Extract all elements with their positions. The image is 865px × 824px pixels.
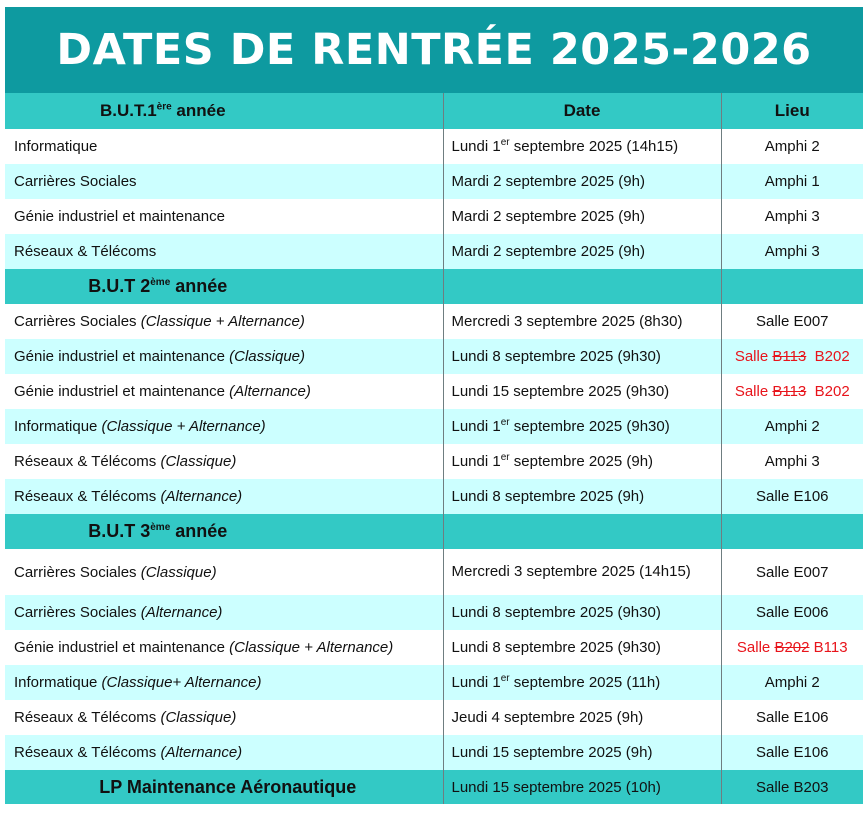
program-name: Génie industriel et maintenance (Alternance) bbox=[5, 374, 443, 409]
program-name: Réseaux & Télécoms (Alternance) bbox=[5, 735, 443, 770]
schedule-table bbox=[5, 93, 863, 804]
table-row bbox=[5, 479, 863, 514]
table-row bbox=[5, 595, 863, 630]
section-title-but2: B.U.T 2ème année bbox=[5, 269, 443, 304]
section-header bbox=[5, 514, 863, 549]
table-row bbox=[5, 665, 863, 700]
table-row bbox=[5, 630, 863, 665]
date-cell: Mardi 2 septembre 2025 (9h) bbox=[443, 164, 721, 199]
date-cell: Lundi 1er septembre 2025 (9h) bbox=[443, 444, 721, 479]
location-cell: Salle B203 bbox=[721, 770, 863, 804]
date-cell: Mercredi 3 septembre 2025 (14h15) bbox=[443, 549, 721, 595]
section-title-but3: B.U.T 3ème année bbox=[5, 514, 443, 549]
date-cell: Lundi 8 septembre 2025 (9h) bbox=[443, 479, 721, 514]
location-cell: Salle B202 B113 bbox=[721, 630, 863, 665]
program-name: Génie industriel et maintenance (Classique) bbox=[5, 339, 443, 374]
table-row bbox=[5, 735, 863, 770]
section-title-but1: B.U.T.1ère année bbox=[5, 93, 443, 129]
location-cell: Salle E106 bbox=[721, 735, 863, 770]
date-cell: Lundi 1er septembre 2025 (9h30) bbox=[443, 409, 721, 444]
location-cell: Salle E106 bbox=[721, 479, 863, 514]
schedule-document bbox=[5, 7, 863, 804]
program-name: Informatique (Classique + Alternance) bbox=[5, 409, 443, 444]
program-name: Réseaux & Télécoms (Classique) bbox=[5, 444, 443, 479]
program-name: Génie industriel et maintenance bbox=[5, 199, 443, 234]
table-row bbox=[5, 339, 863, 374]
location-cell: Amphi 3 bbox=[721, 199, 863, 234]
program-name: Carrières Sociales (Classique + Alternance) bbox=[5, 304, 443, 339]
table-row bbox=[5, 129, 863, 164]
program-name-lp: LP Maintenance Aéronautique bbox=[5, 770, 443, 804]
location-cell: Amphi 1 bbox=[721, 164, 863, 199]
date-cell: Lundi 8 septembre 2025 (9h30) bbox=[443, 595, 721, 630]
date-cell: Lundi 15 septembre 2025 (10h) bbox=[443, 770, 721, 804]
table-row bbox=[5, 549, 863, 595]
location-cell: Salle E007 bbox=[721, 549, 863, 595]
program-name: Informatique bbox=[5, 129, 443, 164]
location-cell: Salle E006 bbox=[721, 595, 863, 630]
date-cell: Lundi 8 septembre 2025 (9h30) bbox=[443, 339, 721, 374]
location-cell: Salle B113 B202 bbox=[721, 374, 863, 409]
program-name: Réseaux & Télécoms (Alternance) bbox=[5, 479, 443, 514]
location-cell: Amphi 2 bbox=[721, 409, 863, 444]
date-cell: Jeudi 4 septembre 2025 (9h) bbox=[443, 700, 721, 735]
column-header-date: Date bbox=[443, 93, 721, 129]
location-cell: Salle E106 bbox=[721, 700, 863, 735]
table-row bbox=[5, 444, 863, 479]
program-name: Informatique (Classique+ Alternance) bbox=[5, 665, 443, 700]
table-row bbox=[5, 374, 863, 409]
table-header bbox=[5, 93, 863, 129]
table-row bbox=[5, 409, 863, 444]
program-name: Réseaux & Télécoms bbox=[5, 234, 443, 269]
date-cell: Lundi 15 septembre 2025 (9h) bbox=[443, 735, 721, 770]
location-cell: Amphi 3 bbox=[721, 234, 863, 269]
program-name: Carrières Sociales (Classique) bbox=[5, 549, 443, 595]
date-cell: Lundi 15 septembre 2025 (9h30) bbox=[443, 374, 721, 409]
location-cell: Amphi 2 bbox=[721, 665, 863, 700]
location-cell: Salle E007 bbox=[721, 304, 863, 339]
section-header bbox=[5, 269, 863, 304]
page-title: DATES DE RENTRÉE 2025-2026 bbox=[5, 7, 863, 93]
location-cell: Amphi 2 bbox=[721, 129, 863, 164]
program-name: Carrières Sociales bbox=[5, 164, 443, 199]
date-cell: Mardi 2 septembre 2025 (9h) bbox=[443, 234, 721, 269]
location-cell: Amphi 3 bbox=[721, 444, 863, 479]
date-cell: Lundi 8 septembre 2025 (9h30) bbox=[443, 630, 721, 665]
table-row bbox=[5, 199, 863, 234]
location-cell: Salle B113 B202 bbox=[721, 339, 863, 374]
date-cell: Lundi 1er septembre 2025 (14h15) bbox=[443, 129, 721, 164]
column-header-lieu: Lieu bbox=[721, 93, 863, 129]
table-row bbox=[5, 700, 863, 735]
date-cell: Lundi 1er septembre 2025 (11h) bbox=[443, 665, 721, 700]
table-row bbox=[5, 164, 863, 199]
program-name: Carrières Sociales (Alternance) bbox=[5, 595, 443, 630]
date-cell: Mardi 2 septembre 2025 (9h) bbox=[443, 199, 721, 234]
program-name: Génie industriel et maintenance (Classique + Alternance) bbox=[5, 630, 443, 665]
table-row-lp bbox=[5, 770, 863, 804]
table-row bbox=[5, 304, 863, 339]
table-row bbox=[5, 234, 863, 269]
program-name: Réseaux & Télécoms (Classique) bbox=[5, 700, 443, 735]
date-cell: Mercredi 3 septembre 2025 (8h30) bbox=[443, 304, 721, 339]
